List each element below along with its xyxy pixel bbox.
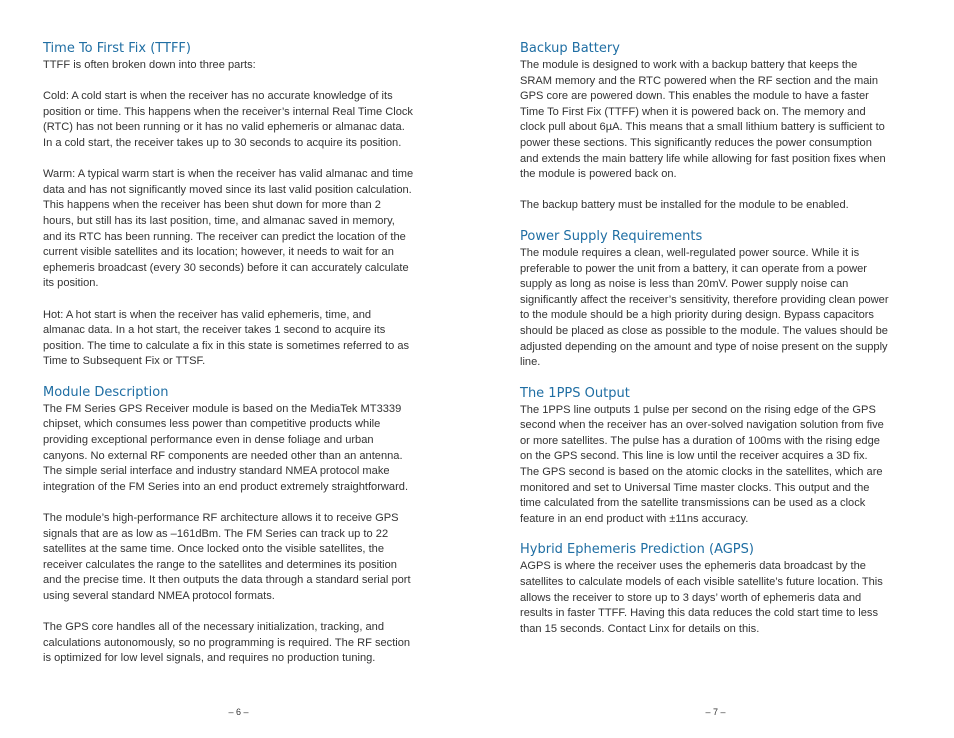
paragraph: Cold: A cold start is when the receiver has no accurate knowledge of its position or time. This happens when the receiver’s internal Real Time Clock (RTC) has not been running or it has no valid ephemeris or almanac data. In a cold start, the receiver takes up to 30 seconds to acquire its position. — [43, 90, 413, 149]
section-heading-ttff: Time To First Fix (TTFF) — [43, 41, 191, 56]
paragraph: The 1PPS line outputs 1 pulse per second on the rising edge of the GPS second when the receiver has an over-solved navigation solution from five or more satellites. The pulse has a duration of 100ms with the rising edge on the GPS second. This line is low until the receiver acquires a 3D fix. The GPS second is based on the atomic clocks in the satellites, which are monitored and set to Universal Time master clocks. This output and the time calculated from the satellite transmissions can be used as a clock feature in an end product with ±11ns accuracy. — [520, 403, 884, 525]
section-heading-backup-battery: Backup Battery — [520, 41, 620, 56]
paragraph: The module is designed to work with a backup battery that keeps the SRAM memory and the RTC powered when the RF section and the main GPS core are powered down. This enables the module to have a faster Time To First Fix (TTFF) when it is powered back on. The memory and clock pull about 6µA. This means that a small lithium battery is sufficient to power these sections. This significantly reduces the power consumption and extends the main battery life while allowing for fast position fixes when the module is powered back on. — [520, 59, 886, 181]
section-heading-power-supply: Power Supply Requirements — [520, 228, 703, 244]
paragraph: The module’s high-performance RF architecture allows it to receive GPS signals that are as low as –161dBm. The FM Series can track up to 22 satellites at the same time. Once locked onto the visible satellites, the receiver calculates the range to the satellites and determines its position and the precise time. It then outputs the data through a standard serial port using several standard NMEA protocol formats. — [43, 512, 411, 602]
paragraph: The backup battery must be installed for the module to be enabled. — [520, 199, 849, 212]
paragraph: The FM Series GPS Receiver module is based on the MediaTek MT3339 chipset, which consumes less power than competitive products while providing exceptional performance even in dense foliage and urban canyons. No external RF components are needed other than an antenna. The simple serial interface and industry standard NMEA protocol make integration of the FM Series into an end product extremely straightforward. — [43, 402, 409, 493]
page-number-left: – 6 – — [228, 707, 249, 717]
section-heading-agps: Hybrid Ephemeris Prediction (AGPS) — [520, 542, 754, 558]
page-number-right: – 7 – — [705, 707, 726, 717]
paragraph: Hot: A hot start is when the receiver has valid ephemeris, time, and almanac data. In a hot start, the receiver takes 1 second to acquire its position. The time to calculate a fix in this state is sometimes referred to as Time to Subsequent Fix or TTSF. — [43, 308, 410, 368]
left-column — [43, 39, 438, 667]
section-heading-module-description: Module Description — [43, 384, 169, 400]
section-heading-1pps-output: The 1PPS Output — [520, 385, 630, 401]
paragraph: Warm: A typical warm start is when the receiver has valid almanac and time data and has not significantly moved since its last valid position calculation. This happens when the receiver has been shut down for more than 2 hours, but still has its last position, time, and almanac saved in memory, and its RTC has been running. The receiver can predict the location of the current visible satellites and its location; however, it needs to wait for an ephemeris broadcast (every 30 seconds) before it can accurately calculate its position. — [43, 168, 414, 290]
paragraph: The GPS core handles all of the necessary initialization, tracking, and calculations autonomously, so no programming is required. The RF section is optimized for low level signals, and requires no production tuning. — [43, 621, 411, 665]
right-page — [477, 0, 954, 738]
paragraph: AGPS is where the receiver uses the ephemeris data broadcast by the satellites to calculate models of each visible satellite’s future location. This allows the receiver to store up to 3 days’ worth of ephemeris data and results in faster TTFF. Having this data reduces the cold start time to less than 15 seconds. Contact Linx for details on this. — [520, 560, 883, 635]
paragraph: The module requires a clean, well-regulated power source. While it is preferable to power the unit from a battery, it can operate from a power supply as long as noise is less than 20mV. Power supply noise can significantly affect the receiver’s sensitivity, therefore providing clean power to the module should be a high priority during design. Bypass capacitors should be placed as close as possible to the module. The values should be adjusted depending on the amount and type of noise present on the supply line. — [520, 246, 889, 369]
right-column — [520, 39, 915, 637]
paragraph: TTFF is often broken down into three parts: — [43, 59, 256, 71]
